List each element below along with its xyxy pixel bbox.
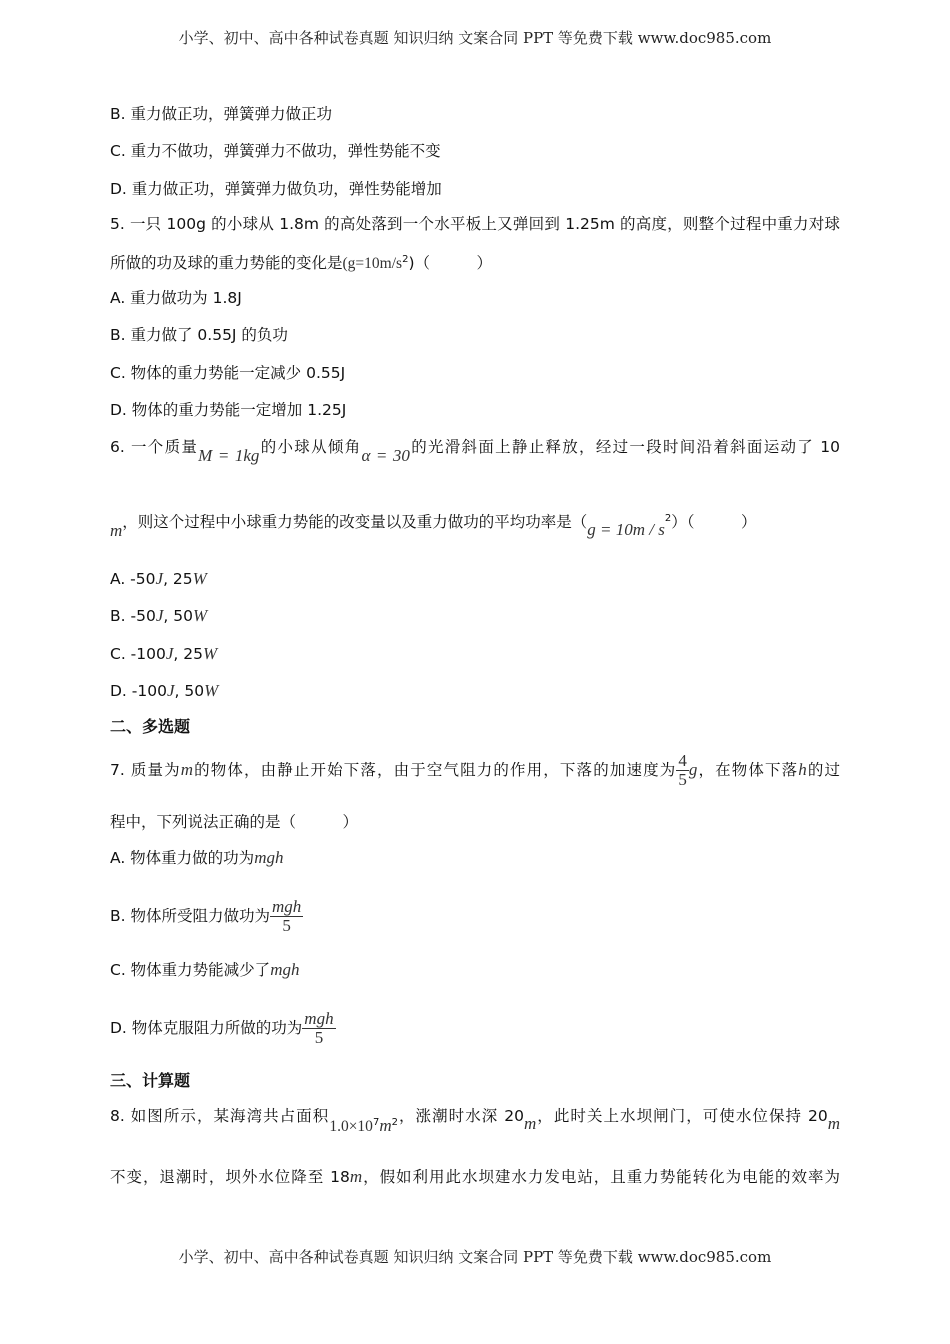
q5-option-c: C. 物体的重力势能一定减少 0.55J	[110, 364, 346, 382]
q7-option-b-denominator: 5	[270, 916, 303, 935]
q7-option-a-expr: mgh	[254, 848, 284, 867]
q7-stem-p2: 的物体，由静止开始下落，由于空气阻力的作用，下落的加速度为	[193, 760, 677, 779]
q5-stem-text: 所做的功及球的重力势能的变化是	[110, 254, 343, 273]
q7-option-b	[110, 898, 303, 935]
q6-stem-p4: ，则这个过程中小球重力势能的改变量以及重力做功的平均功率是（	[122, 513, 588, 531]
q6-option-d-value: , 50	[174, 682, 205, 700]
q5-option-d: D. 物体的重力势能一定增加 1.25J	[110, 401, 347, 419]
q7-option-d-numerator: mgh	[304, 1009, 334, 1028]
q6-stem-line1	[110, 437, 840, 465]
q7-option-d	[110, 1010, 336, 1047]
q4-option-d: D. 重力做正功，弹簧弹力做负功，弹性势能增加	[110, 180, 442, 198]
q6-option-b-value: , 50	[163, 607, 193, 625]
q8-area-exp: 7	[372, 1116, 380, 1128]
q6-stem-line2	[110, 512, 757, 540]
q7-stem-line2: 程中，下列说法正确的是（ ）	[110, 813, 359, 831]
q6-gravity-expr: g = 10m / s	[587, 520, 665, 539]
q8-stem-line2-p1: 不变，退潮时，坝外水位降至 18	[110, 1168, 350, 1186]
q6-option-a-value: , 25	[163, 570, 193, 588]
q6-stem-p3: 的光滑斜面上静止释放，经过一段时间沿着斜面运动了 10	[409, 438, 840, 456]
q6-option-c-label: C. -100	[110, 645, 166, 663]
section-calculation-title: 三、计算题	[110, 1071, 191, 1090]
q8-stem-line2	[110, 1167, 840, 1187]
q7-mass-var: m	[180, 759, 194, 779]
q7-g-var: g	[688, 759, 698, 779]
q5-stem-line1: 5. 一只 100g 的小球从 1.8m 的高处落到一个水平板上又弹回到 1.25m 的高度，则整个过程中重力对球	[110, 215, 840, 233]
q7-option-b-label: B. 物体所受阻力做功为	[110, 906, 270, 925]
q8-stem-p2: ，涨潮时水深 20	[397, 1107, 524, 1125]
q6-option-b-label: B. -50	[110, 607, 156, 625]
q6-stem-p5: ）（ ）	[671, 513, 757, 531]
q7-h-var: h	[798, 759, 807, 779]
q6-stem-p1: 6. 一个质量	[110, 438, 199, 456]
page-footer: 小学、初中、高中各种试卷真题 知识归纳 文案合同 PPT 等免费下载 www.doc985.com	[178, 1248, 772, 1266]
q8-area-unit: m	[379, 1116, 392, 1135]
q7-option-c-label: C. 物体重力势能减少了	[110, 961, 271, 979]
q7-accel-fraction	[676, 752, 689, 789]
q6-option-d-unit2: W	[204, 681, 219, 700]
q6-option-a-unit: J	[155, 569, 164, 588]
q6-gravity-exp: 2	[664, 512, 672, 524]
q8-unit-m2: m	[827, 1114, 841, 1133]
q7-option-c-expr: mgh	[270, 960, 300, 979]
q6-option-d-unit: J	[166, 681, 175, 700]
q8-stem-line2-p2: ，假如利用此水坝建水力发电站，且重力势能转化为电能的效率为	[362, 1168, 840, 1186]
q5-stem-tail: )（ ）	[408, 254, 493, 273]
q6-option-c	[110, 644, 217, 664]
q6-option-d-label: D. -100	[110, 682, 167, 700]
q8-stem-p1: 8. 如图所示，某海湾共占面积	[110, 1107, 330, 1125]
q6-option-a-label: A. -50	[110, 570, 156, 588]
q6-option-a-unit2: W	[192, 569, 207, 588]
q7-option-d-label: D. 物体克服阻力所做的功为	[110, 1018, 303, 1037]
q6-angle-expr: α = 30	[361, 446, 410, 465]
q7-option-b-numerator: mgh	[272, 897, 302, 916]
q7-option-d-fraction	[302, 1010, 335, 1047]
q4-option-c: C. 重力不做功，弹簧弹力不做功，弹性势能不变	[110, 142, 441, 160]
q7-option-a	[110, 848, 283, 868]
q5-option-a: A. 重力做功为 1.8J	[110, 289, 242, 307]
q6-option-d	[110, 681, 218, 701]
q7-option-b-fraction	[270, 898, 303, 935]
q4-option-b: B. 重力做正功，弹簧弹力做正功	[110, 105, 332, 123]
q7-stem-p3: ，在物体下落	[697, 760, 799, 779]
q7-stem-line1	[110, 752, 840, 789]
q6-option-a	[110, 569, 207, 589]
q8-unit-m3: m	[349, 1167, 363, 1186]
q7-stem-p4: 的过	[806, 760, 840, 779]
q6-option-c-unit: J	[165, 644, 174, 663]
q6-option-b-unit2: W	[192, 606, 208, 625]
q6-unit-m: m	[110, 521, 123, 540]
section-multiple-choice-title: 二、多选题	[110, 717, 191, 736]
q5-gravity-expr: (g=10m/s	[342, 255, 403, 273]
q7-option-c	[110, 960, 299, 980]
q5-gravity-exp: 2	[402, 254, 409, 265]
q7-option-a-label: A. 物体重力做的功为	[110, 849, 255, 867]
q7-frac-denominator: 5	[678, 769, 687, 789]
q8-area-unit-exp: 2	[391, 1116, 398, 1128]
q6-option-b	[110, 606, 207, 626]
q6-stem-p2: 的小球从倾角	[259, 438, 362, 456]
page-header: 小学、初中、高中各种试卷真题 知识归纳 文案合同 PPT 等免费下载 www.doc985.com	[178, 29, 772, 47]
q5-option-b: B. 重力做了 0.55J 的负功	[110, 326, 288, 344]
q6-option-c-unit2: W	[202, 644, 218, 663]
q6-mass-expr: M = 1kg	[198, 446, 260, 465]
q8-stem-p3: ，此时关上水坝闸门，可使水位保持 20	[536, 1107, 828, 1125]
q5-stem-line2	[110, 254, 492, 274]
q7-stem-p1: 7. 质量为	[110, 760, 181, 779]
q8-stem-line1	[110, 1106, 841, 1135]
q6-option-c-value: , 25	[173, 645, 203, 663]
q7-frac-numerator: 4	[678, 751, 687, 770]
q8-unit-m1: m	[523, 1114, 537, 1133]
q7-option-d-denominator: 5	[302, 1028, 335, 1047]
q6-option-b-unit: J	[155, 606, 164, 625]
q8-area-value: 1.0×10	[329, 1118, 373, 1135]
q8-area-expr	[329, 1117, 398, 1135]
